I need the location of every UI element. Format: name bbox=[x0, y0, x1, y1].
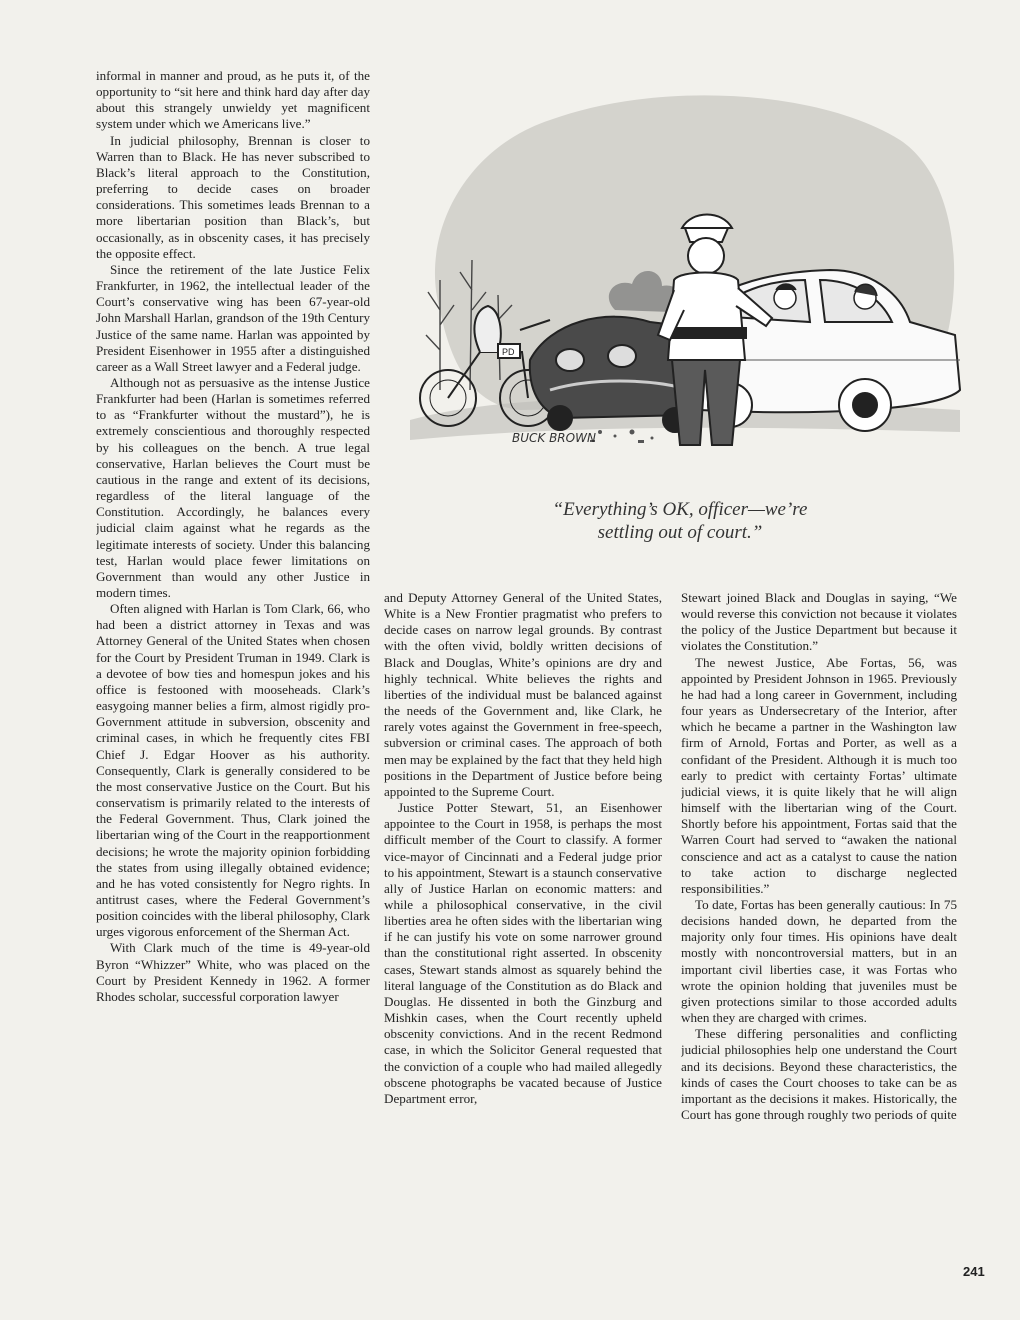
paragraph: Justice Potter Stewart, 51, an Eisenhower appointee to the Court in 1958, is perhaps the most difficult member of the Court to classify. A former vice-mayor of Cincinnati and a Federal judge prior to his appointment, Stewart is a staunch conservative ally of Justice Harlan on economic matters: and while a philosophical conservative, in the civil liberties area he often sides with the libertarian wing if he can justify his vote on some narrower ground than the constitutional right asserted. In obscenity cases, Stewart stands almost as squarely behind the literal language of the Constitution as do Black and Douglas. He dissented in both the Ginzburg and Mishkin cases, when the Court recently upheld obscenity convictions. And in the recent Redmond case, in which the Solicitor General requested that the conviction of a couple who had mailed allegedly obscene photographs be vacated because of Justice Department error, bbox=[384, 800, 662, 1106]
driver-icon bbox=[774, 284, 796, 309]
cartoon-illustration bbox=[400, 60, 970, 488]
paragraph: informal in manner and proud, as he puts it, of the opportunity to “sit here and think hard day after day about this strangely unwieldy yet magnificent system under which we Americans live.” bbox=[96, 68, 370, 132]
paragraph: Often aligned with Harlan is Tom Clark, 66, who had been a district attorney in Texas and was Attorney General of the United States when chosen for the Court by President Truman in 1949. Clark is a devotee of bow ties and homespun jokes and his office is festooned with mooseheads. Clark’s easygoing manner belies a firm, almost rigidly pro-Government attitude in subversion, obscenity and criminal cases, in which he frequently cites FBI Chief J. Edgar Hoover as his authority. Consequently, Clark is generally considered to be the most conservative Justice on the Court. But his conservatism is primarily related to the interests of the Federal Government. Thus, Clark joined the libertarian wing of the Court in the reapportionment decisions; he wrote the majority opinion forbidding the states from using illegally obtained evidence; and he has voted consistently for Negro rights. In antitrust cases, where the Federal Government’s position coincides with the liberal philosophy, Clark urges vigorous enforcement of the Sherman Act. bbox=[96, 601, 370, 940]
paragraph: These differing personalities and conflicting judicial philosophies help one understand the Court and its decisions. Beyond these characteristics, the kinds of cases the Court chooses to take can be as important as the decisions it makes. Historically, the Court has gone through roughly two periods of quite bbox=[681, 1026, 957, 1122]
paragraph: and Deputy Attorney General of the United States, White is a New Frontier pragmatist who prefers to decide cases on narrow legal grounds. By contrast with the often vivid, boldly written decisions of Black and Douglas, White’s opinions are dry and highly technical. White believes the rights and liberties of the individual must be balanced against the needs of the Government and, like Clark, he rarely votes against the Government in free-speech, subversion or criminal cases. The approach of both men may be explained by the fact that they held high positions in the Department of Justice before being appointed to the Supreme Court. bbox=[384, 590, 662, 799]
cartoon-caption bbox=[470, 498, 890, 544]
caption-line: “Everything’s OK, officer—we’re bbox=[552, 499, 808, 520]
article-column-1 bbox=[96, 68, 370, 1280]
paragraph: In judicial philosophy, Brennan is closer to Warren than to Black. He has never subscribed to Black’s literal approach to the Constitution, preferring to decide cases on broader considerations. This sometimes leads Brennan to a more libertarian position than Black’s, but occasionally, as in obscenity cases, it has precisely the opposite effect. bbox=[96, 132, 370, 261]
article-column-2 bbox=[384, 590, 662, 1280]
cartoonist-signature: BUCK BROWN bbox=[512, 431, 596, 445]
caption-line: settling out of court.” bbox=[597, 522, 763, 543]
passenger-icon bbox=[854, 284, 877, 309]
debris-icon bbox=[590, 430, 654, 444]
paragraph: Although not as persuasive as the intense Justice Frankfurter had been (Harlan is sometimes referred to as “Frankfurter without the mustard”), he is extremely conscientious and thoroughly respected by his colleagues on the bench. A true legal conservative, Harlan believes the Court must be cautious in the range and extent of its decisions, regardless of the literal language of the Constitution. Accordingly, he balances every judicial claim against what he regards as the legitimate interests of society. Under this balancing test, Harlan would place fewer limitations on Government than would any other Justice in modern times. bbox=[96, 374, 370, 600]
page-number: 241 bbox=[963, 1264, 985, 1279]
paragraph: Since the retirement of the late Justice Felix Frankfurter, in 1962, the intellectual leader of the Court’s conservative wing has been 67-year-old John Marshall Harlan, grandson of the 19th Century Justice of the same name. Harlan was appointed by President Eisenhower in 1955 after a distinguished career as a Wall Street lawyer and a Federal judge. bbox=[96, 261, 370, 374]
paragraph: To date, Fortas has been generally cautious: In 75 decisions handed down, he departed from the majority only four times. His opinions have dealt mostly with noncontroversial matters, but in an important civil liberties case, it was Fortas who wrote the opinion holding that juveniles must be given protections similar to those accorded adults when they are charged with crimes. bbox=[681, 896, 957, 1026]
article-column-3 bbox=[681, 590, 957, 1280]
license-plate: PD bbox=[502, 347, 515, 357]
paragraph: Stewart joined Black and Douglas in saying, “We would reverse this conviction not because it violates the policy of the Justice Department but because it violates the Constitution.” bbox=[681, 590, 957, 654]
paragraph: With Clark much of the time is 49-year-old Byron “Whizzer” White, who was placed on the Court by President Kennedy in 1962. A former Rhodes scholar, successful corporation lawyer bbox=[96, 940, 370, 1004]
paragraph: The newest Justice, Abe Fortas, 56, was appointed by President Johnson in 1965. Previously he had had a long career in Government, including four years as Undersecretary of the Interior, after which he became a partner in the Washington law firm of Arnold, Fortas and Porter, as well as a confidant of the President. Although it is much too early to predict with certainty Fortas’ ultimate judicial views, it is quite likely that he will align himself with the libertarian wing of the Court. Shortly before his appointment, Fortas said that the Warren Court had served to “awaken the national conscience and act as a catalyst to cause the nation to take action to discharge neglected responsibilities.” bbox=[681, 654, 957, 896]
